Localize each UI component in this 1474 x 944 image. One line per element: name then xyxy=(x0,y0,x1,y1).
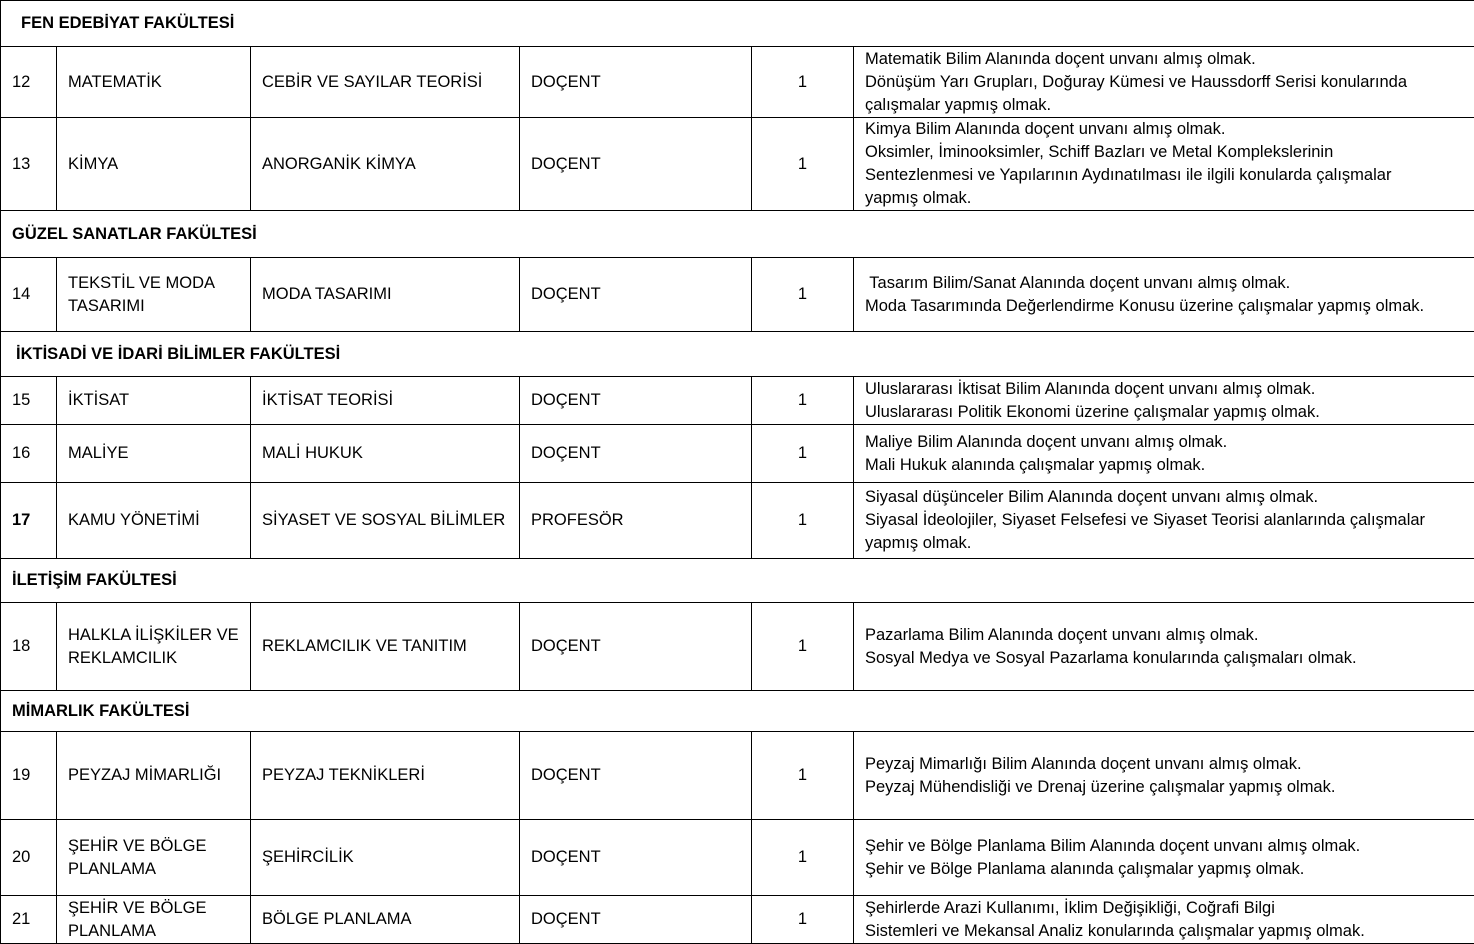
conditions-cell xyxy=(854,603,1474,691)
condition-line: Peyzaj Mimarlığı Bilim Alanında doçent unvanı almış olmak. xyxy=(865,753,1470,776)
table-row xyxy=(1,425,1474,483)
count-cell: 1 xyxy=(752,258,854,332)
row-number: 18 xyxy=(1,603,57,691)
condition-line: Sosyal Medya ve Sosyal Pazarlama konularında çalışmaları olmak. xyxy=(865,647,1470,670)
field-cell: PEYZAJ TEKNİKLERİ xyxy=(251,732,520,820)
title-cell: DOÇENT xyxy=(520,377,752,425)
conditions-cell xyxy=(854,425,1474,483)
title-cell: DOÇENT xyxy=(520,47,752,118)
condition-line: yapmış olmak. xyxy=(865,187,1470,210)
table-row xyxy=(1,820,1474,896)
department-line: MALİYE xyxy=(68,442,242,465)
table-row xyxy=(1,603,1474,691)
condition-line: Dönüşüm Yarı Grupları, Doğuray Kümesi ve Haussdorff Serisi konularında xyxy=(865,71,1470,94)
field-cell: İKTİSAT TEORİSİ xyxy=(251,377,520,425)
field-cell: ANORGANİK KİMYA xyxy=(251,118,520,211)
faculty-name: İKTİSADİ VE İDARİ BİLİMLER FAKÜLTESİ xyxy=(1,332,1474,377)
department-line: TASARIMI xyxy=(68,295,242,318)
title-cell: DOÇENT xyxy=(520,258,752,332)
condition-line: Oksimler, İminooksimler, Schiff Bazları ve Metal Komplekslerinin xyxy=(865,141,1470,164)
faculty-name: İLETİŞİM FAKÜLTESİ xyxy=(1,559,1474,603)
condition-line: Mali Hukuk alanında çalışmalar yapmış olmak. xyxy=(865,454,1470,477)
conditions-cell xyxy=(854,483,1474,559)
conditions-cell xyxy=(854,118,1474,211)
count-cell: 1 xyxy=(752,483,854,559)
table-row xyxy=(1,377,1474,425)
condition-line: Şehirlerde Arazi Kullanımı, İklim Değişikliği, Coğrafi Bilgi xyxy=(865,897,1470,920)
department-cell xyxy=(57,603,251,691)
table-row xyxy=(1,47,1474,118)
faculty-header-row xyxy=(1,211,1474,258)
row-number: 20 xyxy=(1,820,57,896)
field-cell: BÖLGE PLANLAMA xyxy=(251,896,520,944)
condition-line: Tasarım Bilim/Sanat Alanında doçent unvanı almış olmak. xyxy=(865,272,1470,295)
condition-line: Sentezlenmesi ve Yapılarının Aydınatılması ile ilgili konularda çalışmalar xyxy=(865,164,1470,187)
condition-line: Matematik Bilim Alanında doçent unvanı almış olmak. xyxy=(865,48,1470,71)
row-number: 13 xyxy=(1,118,57,211)
department-cell xyxy=(57,377,251,425)
faculty-name: MİMARLIK FAKÜLTESİ xyxy=(1,691,1474,732)
department-line: TEKSTİL VE MODA xyxy=(68,272,242,295)
table-row xyxy=(1,118,1474,211)
faculty-name: FEN EDEBİYAT FAKÜLTESİ xyxy=(1,1,1474,47)
field-cell: REKLAMCILIK VE TANITIM xyxy=(251,603,520,691)
department-cell xyxy=(57,732,251,820)
conditions-cell xyxy=(854,377,1474,425)
condition-line: yapmış olmak. xyxy=(865,532,1470,555)
table-row xyxy=(1,483,1474,559)
count-cell: 1 xyxy=(752,377,854,425)
title-cell: DOÇENT xyxy=(520,425,752,483)
count-cell: 1 xyxy=(752,603,854,691)
condition-line: Kimya Bilim Alanında doçent unvanı almış olmak. xyxy=(865,118,1470,141)
conditions-cell xyxy=(854,732,1474,820)
department-line: REKLAMCILIK xyxy=(68,647,242,670)
row-number: 16 xyxy=(1,425,57,483)
positions-table-body xyxy=(1,1,1474,944)
faculty-header-row xyxy=(1,332,1474,377)
department-cell xyxy=(57,820,251,896)
department-line: İKTİSAT xyxy=(68,389,242,412)
department-cell xyxy=(57,47,251,118)
department-cell xyxy=(57,425,251,483)
title-cell: DOÇENT xyxy=(520,603,752,691)
condition-line: Şehir ve Bölge Planlama alanında çalışmalar yapmış olmak. xyxy=(865,858,1470,881)
count-cell: 1 xyxy=(752,118,854,211)
row-number: 19 xyxy=(1,732,57,820)
count-cell: 1 xyxy=(752,896,854,944)
department-cell xyxy=(57,896,251,944)
count-cell: 1 xyxy=(752,732,854,820)
condition-line: Şehir ve Bölge Planlama Bilim Alanında doçent unvanı almış olmak. xyxy=(865,835,1470,858)
department-line: PEYZAJ MİMARLIĞI xyxy=(68,764,242,787)
field-cell: ŞEHİRCİLİK xyxy=(251,820,520,896)
faculty-name: GÜZEL SANATLAR FAKÜLTESİ xyxy=(1,211,1474,258)
field-cell: SİYASET VE SOSYAL BİLİMLER xyxy=(251,483,520,559)
count-cell: 1 xyxy=(752,820,854,896)
title-cell: PROFESÖR xyxy=(520,483,752,559)
condition-line: Maliye Bilim Alanında doçent unvanı almış olmak. xyxy=(865,431,1470,454)
title-cell: DOÇENT xyxy=(520,820,752,896)
department-line: PLANLAMA xyxy=(68,858,242,881)
department-line: ŞEHİR VE BÖLGE xyxy=(68,897,242,920)
faculty-header-row xyxy=(1,691,1474,732)
field-cell: MODA TASARIMI xyxy=(251,258,520,332)
field-cell: CEBİR VE SAYILAR TEORİSİ xyxy=(251,47,520,118)
department-cell xyxy=(57,483,251,559)
department-cell xyxy=(57,258,251,332)
row-number: 15 xyxy=(1,377,57,425)
faculty-header-row xyxy=(1,1,1474,47)
condition-line: Siyasal düşünceler Bilim Alanında doçent unvanı almış olmak. xyxy=(865,486,1470,509)
table-row xyxy=(1,732,1474,820)
conditions-cell xyxy=(854,258,1474,332)
conditions-cell xyxy=(854,896,1474,944)
row-number: 21 xyxy=(1,896,57,944)
condition-line: Siyasal İdeolojiler, Siyaset Felsefesi ve Siyaset Teorisi alanlarında çalışmalar xyxy=(865,509,1470,532)
title-cell: DOÇENT xyxy=(520,896,752,944)
table-row xyxy=(1,896,1474,944)
condition-line: Peyzaj Mühendisliği ve Drenaj üzerine çalışmalar yapmış olmak. xyxy=(865,776,1470,799)
title-cell: DOÇENT xyxy=(520,732,752,820)
conditions-cell xyxy=(854,820,1474,896)
department-line: KAMU YÖNETİMİ xyxy=(68,509,242,532)
row-number: 12 xyxy=(1,47,57,118)
department-line: MATEMATİK xyxy=(68,71,242,94)
condition-line: çalışmalar yapmış olmak. xyxy=(865,94,1470,117)
department-line: KİMYA xyxy=(68,153,242,176)
department-line: PLANLAMA xyxy=(68,920,242,943)
department-line: ŞEHİR VE BÖLGE xyxy=(68,835,242,858)
condition-line: Pazarlama Bilim Alanında doçent unvanı almış olmak. xyxy=(865,624,1470,647)
faculty-header-row xyxy=(1,559,1474,603)
conditions-cell xyxy=(854,47,1474,118)
title-cell: DOÇENT xyxy=(520,118,752,211)
department-line: HALKLA İLİŞKİLER VE xyxy=(68,624,242,647)
count-cell: 1 xyxy=(752,47,854,118)
field-cell: MALİ HUKUK xyxy=(251,425,520,483)
department-cell xyxy=(57,118,251,211)
condition-line: Sistemleri ve Mekansal Analiz konularında çalışmalar yapmış olmak. xyxy=(865,920,1470,943)
row-number: 17 xyxy=(1,483,57,559)
condition-line: Uluslararası Politik Ekonomi üzerine çalışmalar yapmış olmak. xyxy=(865,401,1470,424)
table-row xyxy=(1,258,1474,332)
condition-line: Uluslararası İktisat Bilim Alanında doçent unvanı almış olmak. xyxy=(865,378,1470,401)
condition-line: Moda Tasarımında Değerlendirme Konusu üzerine çalışmalar yapmış olmak. xyxy=(865,295,1470,318)
count-cell: 1 xyxy=(752,425,854,483)
row-number: 14 xyxy=(1,258,57,332)
